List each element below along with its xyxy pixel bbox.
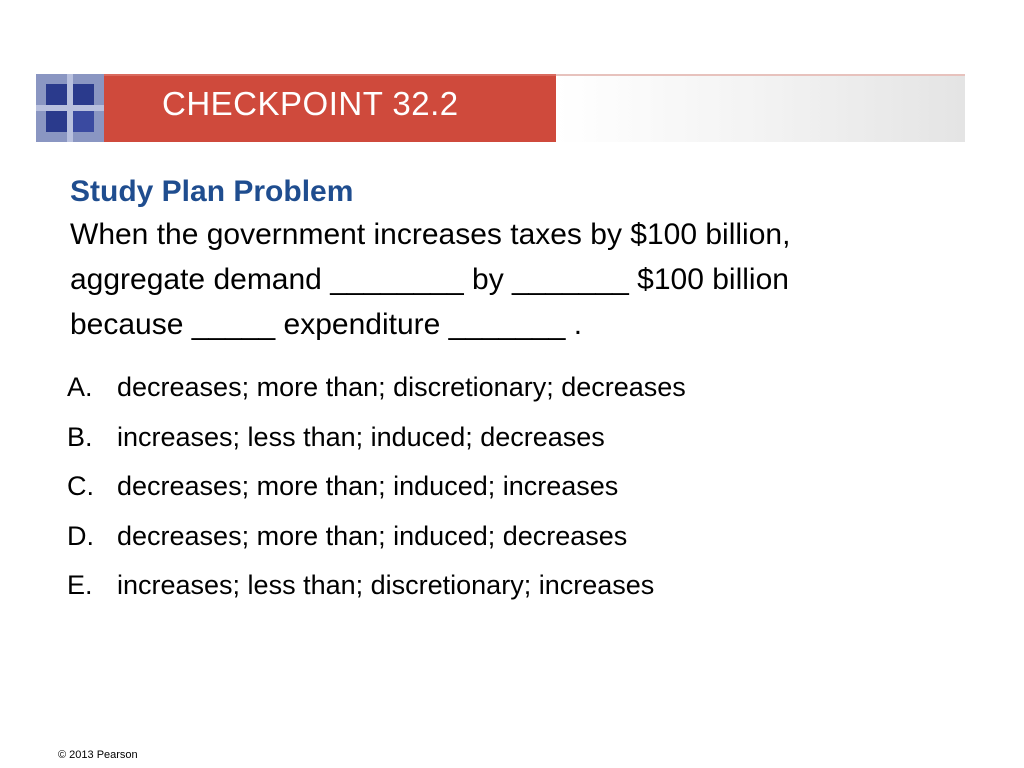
question-block	[70, 172, 990, 347]
choice-letter: C.	[67, 471, 94, 501]
choice-letter: B.	[67, 421, 93, 452]
choice-letter: D.	[67, 520, 94, 551]
choice-a[interactable]	[67, 372, 967, 422]
header-fade	[556, 74, 965, 142]
choice-text: increases; less than; discretionary; increases	[117, 570, 655, 600]
choice-letter: A.	[67, 372, 93, 402]
choice-e[interactable]	[67, 570, 967, 620]
title-band	[104, 74, 556, 142]
choice-c[interactable]	[67, 471, 967, 521]
problem-line-3: because _____ expenditure _______ .	[70, 308, 583, 341]
problem-heading: Study Plan Problem	[70, 175, 354, 208]
choice-b[interactable]	[67, 422, 967, 472]
problem-line-2: aggregate demand ________ by _______ $100 billion	[70, 263, 789, 296]
answer-choices	[67, 372, 967, 620]
choice-d[interactable]	[67, 521, 967, 571]
slide-title: CHECKPOINT 32.2	[162, 85, 459, 122]
choice-letter: E.	[67, 570, 93, 600]
header-band	[36, 74, 965, 142]
problem-line-1: When the government increases taxes by $100 billion,	[70, 218, 791, 251]
choice-text: decreases; more than; discretionary; decreases	[117, 372, 686, 402]
choice-text: decreases; more than; induced; increases	[117, 471, 619, 501]
choice-text: decreases; more than; induced; decreases	[117, 520, 628, 551]
logo-grid-icon	[36, 74, 104, 142]
copyright-footer: © 2013 Pearson	[58, 749, 138, 761]
choice-text: increases; less than; induced; decreases	[117, 421, 605, 452]
